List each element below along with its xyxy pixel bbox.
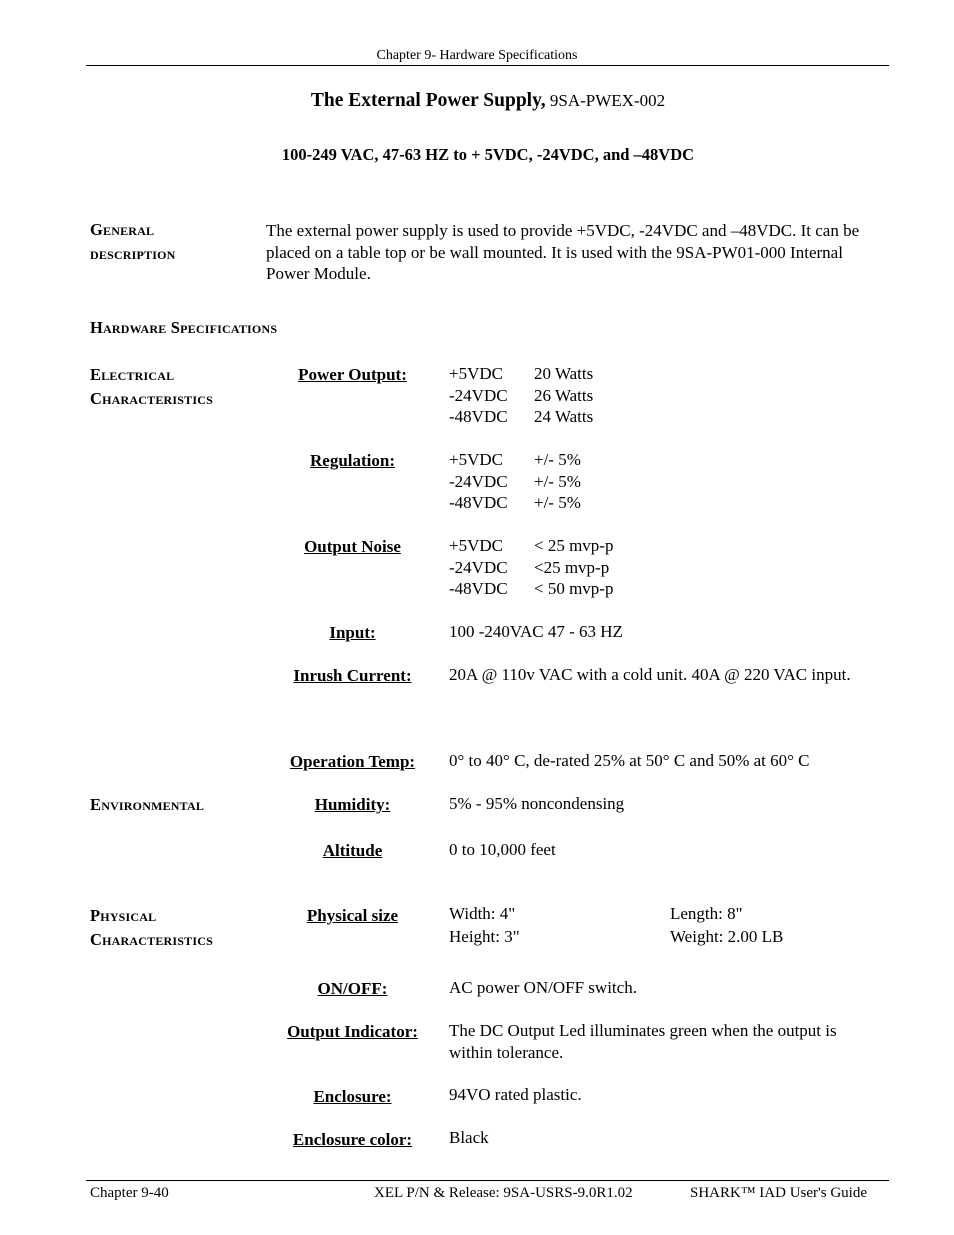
spec-row: -48VDC +/- 5% bbox=[449, 493, 581, 512]
size-width: Width: 4" bbox=[449, 904, 516, 923]
enclosure-color-value: Black bbox=[449, 1128, 489, 1147]
title-part-number: 9SA-PWEX-002 bbox=[545, 91, 666, 110]
operation-temp-label: Operation Temp: bbox=[289, 752, 416, 771]
physical-size-width-height bbox=[449, 903, 520, 947]
inrush-current-label: Inrush Current: bbox=[293, 666, 412, 685]
running-header: Chapter 9- Hardware Specifications bbox=[376, 48, 578, 63]
altitude-value: 0 to 10,000 feet bbox=[449, 840, 556, 859]
footer-release: XEL P/N & Release: 9SA-USRS-9.0R1.02 bbox=[374, 1185, 633, 1201]
spec-row: +5VDC +/- 5% bbox=[449, 450, 581, 469]
section-heading-line: description bbox=[90, 244, 176, 263]
inrush-current-value: 20A @ 110v VAC with a cold unit. 40A @ 220 VAC input. bbox=[449, 665, 851, 684]
spec-row: +5VDC 20 Watts bbox=[449, 364, 594, 383]
section-heading-line: Characteristics bbox=[90, 389, 213, 408]
output-noise-label: Output Noise bbox=[304, 537, 401, 556]
humidity-value: 5% - 95% noncondensing bbox=[449, 794, 625, 813]
output-indicator-value: The DC Output Led illuminates green when the output is within tolerance. bbox=[449, 1021, 837, 1062]
hardware-specifications-heading: Hardware Specifications bbox=[90, 318, 278, 337]
section-heading-line: Electrical bbox=[90, 365, 175, 384]
general-description-text: The external power supply is used to provide +5VDC, -24VDC and –48VDC. It can be placed on a table top or be wall mounted. It is used with the 9SA-PW01-000 Internal Power Module. bbox=[266, 221, 860, 283]
power-output-values bbox=[449, 363, 593, 428]
spec-row: -48VDC < 50 mvp-p bbox=[449, 579, 614, 598]
output-noise-values bbox=[449, 535, 613, 600]
size-length: Length: 8" bbox=[670, 904, 743, 923]
regulation-values bbox=[449, 449, 581, 514]
physical-size-label: Physical size bbox=[306, 906, 399, 925]
altitude-label: Altitude bbox=[322, 841, 383, 860]
regulation-label: Regulation: bbox=[310, 451, 395, 470]
output-indicator-label: Output Indicator: bbox=[287, 1022, 418, 1041]
input-value: 100 -240VAC 47 - 63 HZ bbox=[449, 622, 623, 641]
title-main: The External Power Supply, bbox=[310, 90, 546, 111]
spec-row: -24VDC 26 Watts bbox=[449, 385, 594, 405]
section-heading-line: General bbox=[90, 220, 155, 239]
spec-row: -48VDC 24 Watts bbox=[449, 407, 594, 426]
size-height: Height: 3" bbox=[449, 926, 520, 946]
humidity-label: Humidity: bbox=[314, 795, 391, 814]
operation-temp-value: 0° to 40° C, de-rated 25% at 50° C and 50% at 60° C bbox=[449, 751, 810, 770]
section-heading-line: Characteristics bbox=[90, 930, 213, 949]
spec-row: +5VDC < 25 mvp-p bbox=[449, 536, 614, 555]
page-title bbox=[0, 90, 954, 112]
physical-size-length-weight bbox=[670, 903, 783, 947]
spec-row: -24VDC +/- 5% bbox=[449, 471, 581, 491]
spec-row: -24VDC <25 mvp-p bbox=[449, 557, 610, 577]
footer-guide-title: SHARK™ IAD User's Guide bbox=[690, 1185, 867, 1201]
enclosure-value: 94VO rated plastic. bbox=[449, 1085, 582, 1104]
on-off-value: AC power ON/OFF switch. bbox=[449, 978, 637, 997]
enclosure-label: Enclosure: bbox=[313, 1087, 392, 1106]
input-label: Input: bbox=[329, 623, 376, 642]
page-subtitle: 100-249 VAC, 47-63 HZ to + 5VDC, -24VDC, and –48VDC bbox=[281, 145, 695, 164]
size-weight: Weight: 2.00 LB bbox=[670, 926, 784, 946]
footer-rule bbox=[86, 1180, 889, 1181]
power-output-label: Power Output: bbox=[298, 365, 407, 384]
section-heading-line: Physical bbox=[90, 906, 157, 925]
header-rule bbox=[86, 65, 889, 66]
footer-page-number: Chapter 9-40 bbox=[90, 1185, 169, 1201]
enclosure-color-label: Enclosure color: bbox=[292, 1130, 413, 1149]
on-off-label: ON/OFF: bbox=[317, 979, 388, 998]
section-physical-characteristics bbox=[90, 904, 265, 952]
section-environmental: Environmental bbox=[90, 795, 205, 814]
section-electrical-characteristics bbox=[90, 363, 265, 411]
section-general-description bbox=[90, 218, 265, 266]
